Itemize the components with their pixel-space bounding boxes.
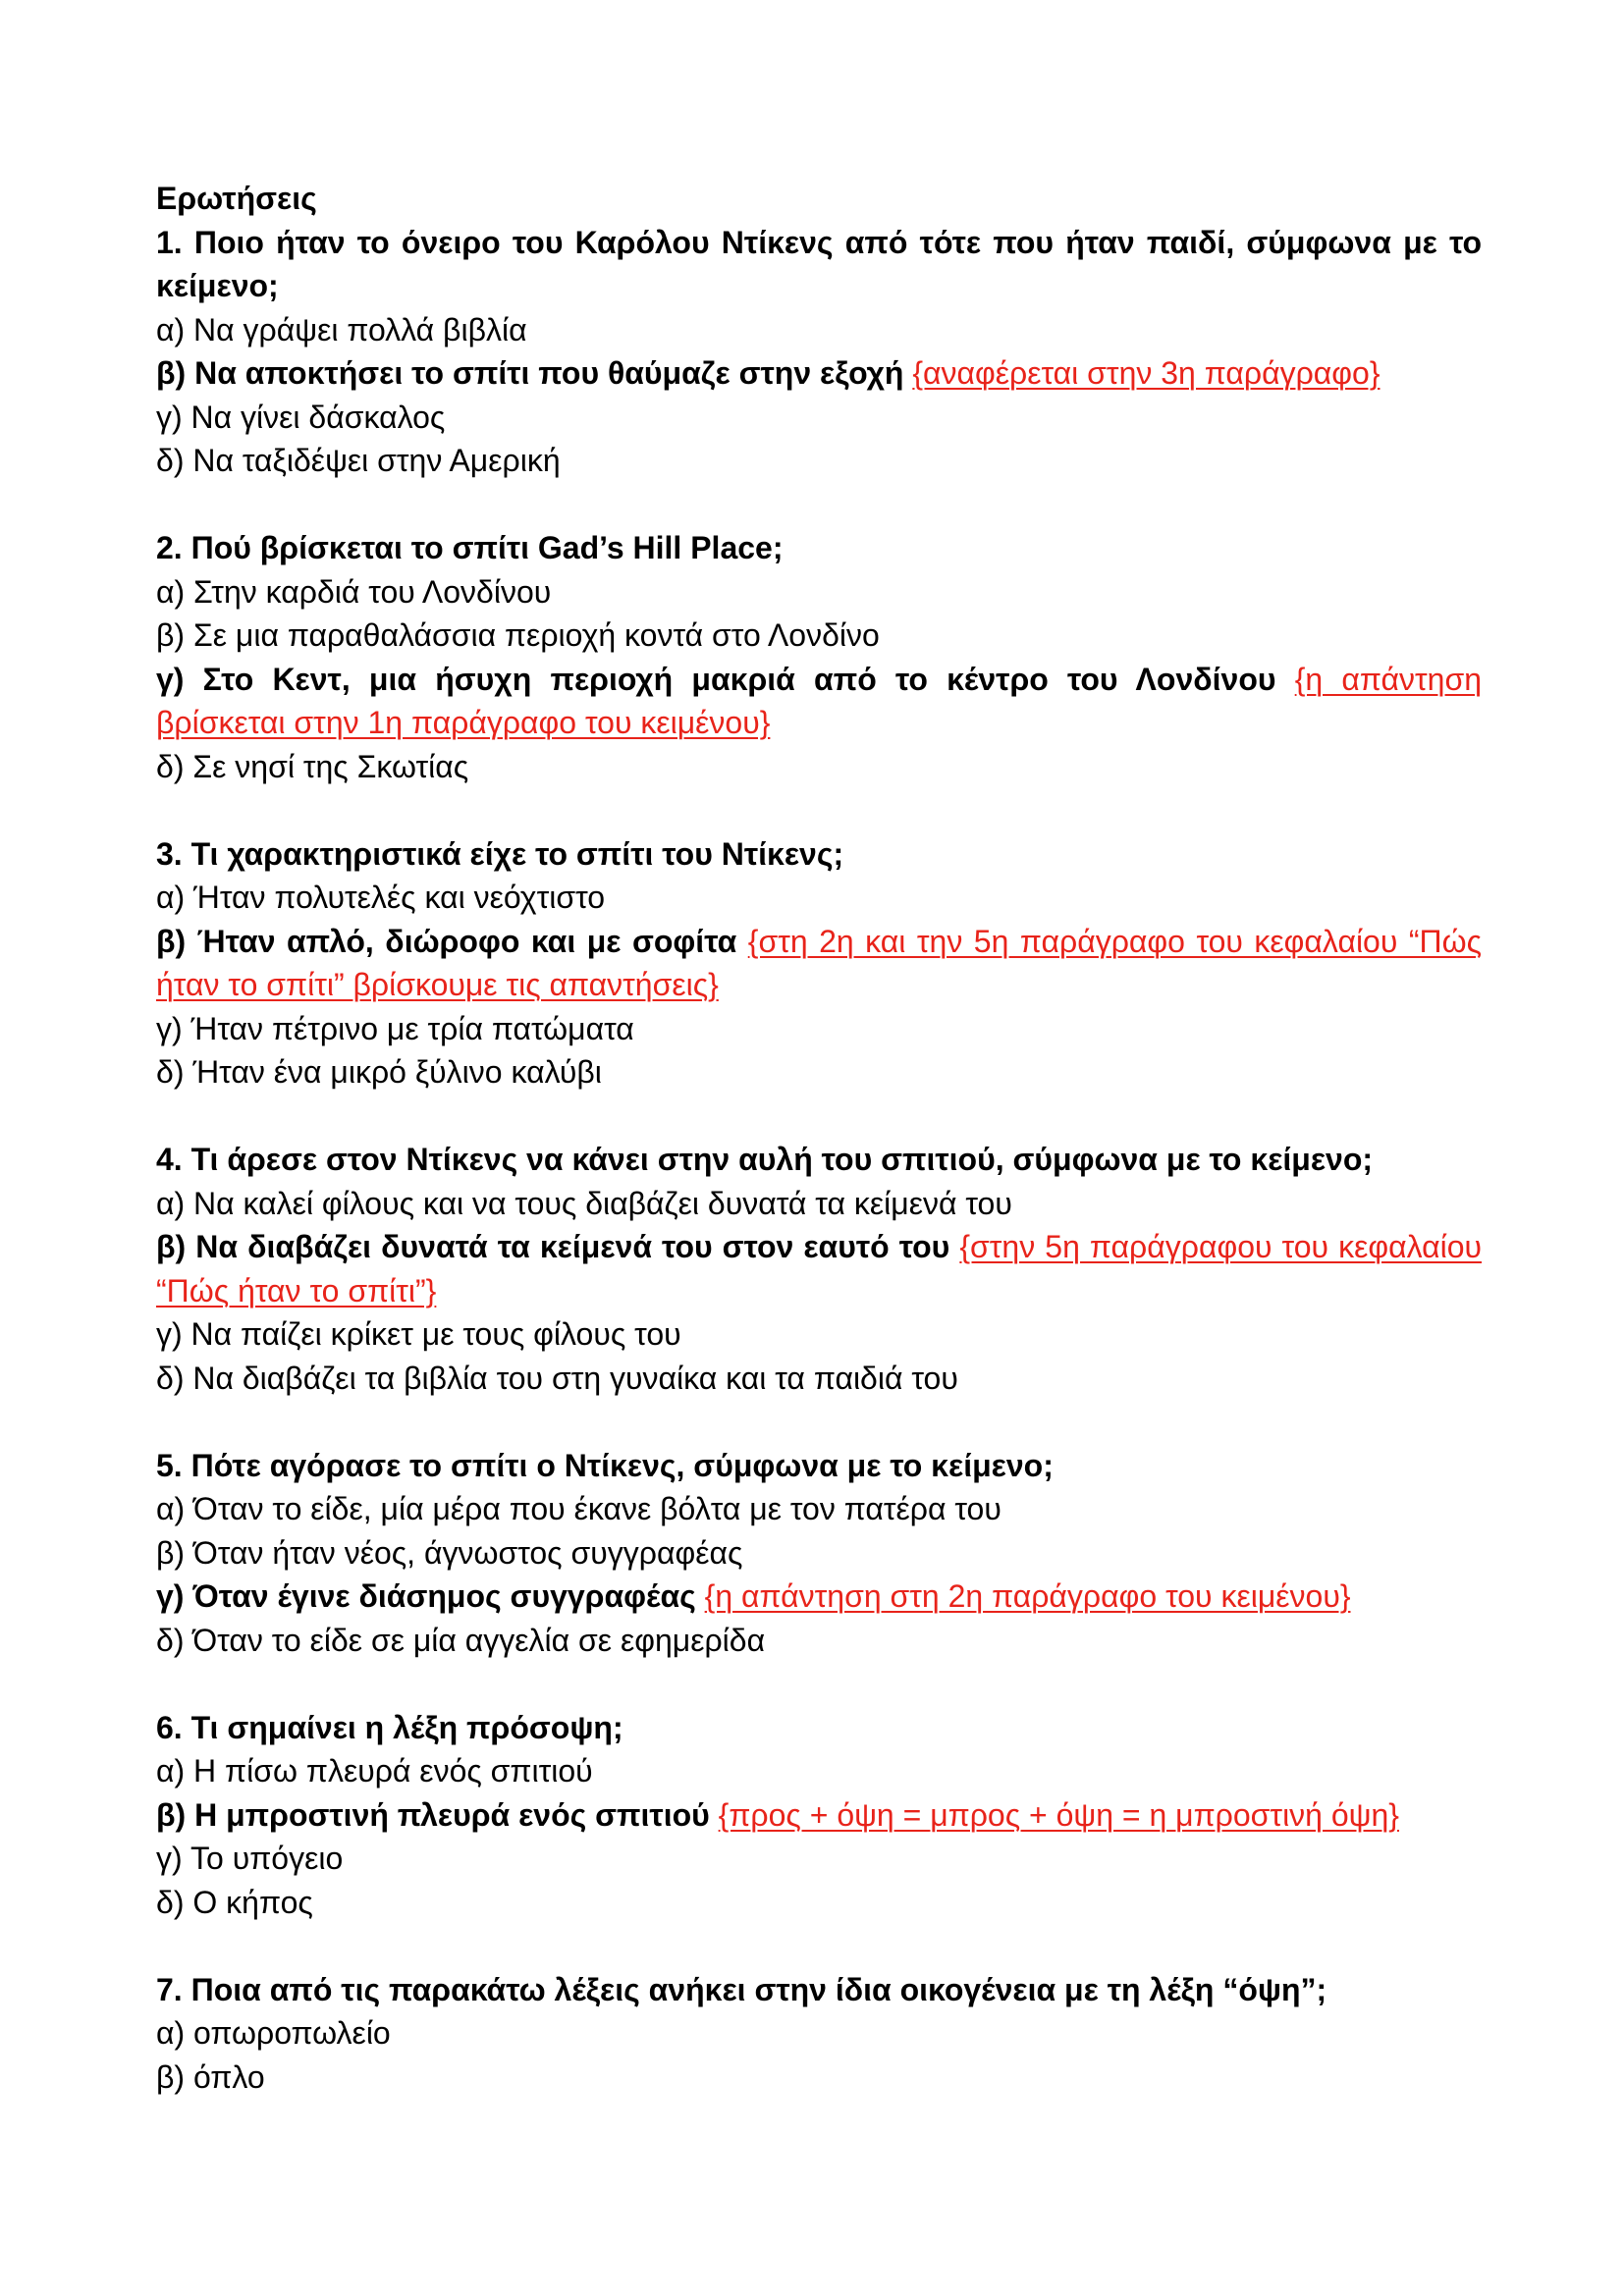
question-text: 5. Πότε αγόρασε το σπίτι ο Ντίκενς, σύμφωνα με το κείμενο; — [156, 1447, 1054, 1483]
option-text: γ) Όταν έγινε διάσημος συγγραφέας — [156, 1578, 696, 1614]
answer-option — [156, 396, 1482, 440]
answer-option — [156, 1531, 1482, 1575]
question-text: 6. Τι σημαίνει η λέξη πρόσοψη; — [156, 1709, 623, 1745]
question-text: 7. Ποια από τις παρακάτω λέξεις ανήκει στην ίδια οικογένεια με τη λέξη “όψη”; — [156, 1971, 1327, 2007]
correct-answer-option — [156, 920, 1482, 1007]
question-block — [156, 526, 1482, 788]
answer-option — [156, 2011, 1482, 2056]
option-text: α) Να γράψει πολλά βιβλία — [156, 311, 527, 347]
answer-option — [156, 308, 1482, 352]
question-block — [156, 1968, 1482, 2100]
option-text: α) Στην καρδιά του Λονδίνου — [156, 573, 552, 610]
correct-answer-option — [156, 658, 1482, 745]
option-text: β) όπλο — [156, 2058, 265, 2095]
answer-reference-note: {αναφέρεται στην 3η παράγραφο} — [912, 355, 1380, 391]
answer-option — [156, 745, 1482, 789]
option-text: δ) Ο κήπος — [156, 1884, 313, 1920]
question-text: 3. Τι χαρακτηριστικά είχε το σπίτι του Ντίκενς; — [156, 835, 844, 872]
document-page — [156, 177, 1482, 2143]
option-text: δ) Να διαβάζει τα βιβλία του στη γυναίκα και τα παιδιά του — [156, 1360, 958, 1396]
correct-answer-option — [156, 1225, 1482, 1312]
question-block — [156, 1138, 1482, 1400]
question-text: 2. Πού βρίσκεται το σπίτι Gad’s Hill Place; — [156, 530, 784, 565]
answer-reference-note: {στην 5η παράγραφου του κεφαλαίου “Πώς ήταν το σπίτι”} — [156, 1229, 1483, 1308]
option-text: β) Όταν ήταν νέος, άγνωστος συγγραφέας — [156, 1534, 743, 1571]
option-text: γ) Το υπόγειο — [156, 1841, 344, 1876]
answer-option — [156, 1312, 1482, 1357]
answer-option — [156, 1007, 1482, 1051]
option-text: δ) Ήταν ένα μικρό ξύλινο καλύβι — [156, 1054, 602, 1090]
answer-option — [156, 1749, 1482, 1793]
correct-answer-option — [156, 351, 1482, 396]
option-text: β) Ήταν απλό, διώροφο και με σοφίτα — [156, 923, 737, 959]
option-text: δ) Όταν το είδε σε μία αγγελία σε εφημερίδα — [156, 1622, 766, 1658]
option-text: β) Σε μια παραθαλάσσια περιοχή κοντά στο Λονδίνο — [156, 617, 880, 653]
answer-option — [156, 1837, 1482, 1881]
answer-reference-note: {η απάντηση βρίσκεται στην 1η παράγραφο του κειμένου} — [156, 661, 1483, 740]
option-text: δ) Να ταξιδέψει στην Αμερική — [156, 443, 561, 478]
option-text: γ) Στο Κεντ, μια ήσυχη περιοχή μακριά από το κέντρο του Λονδίνου — [156, 661, 1276, 697]
option-text: α) Ήταν πολυτελές και νεόχτιστο — [156, 880, 606, 915]
answer-option — [156, 439, 1482, 483]
option-text: α) Όταν το είδε, μία μέρα που έκανε βόλτα με τον πατέρα του — [156, 1491, 1001, 1526]
option-text: δ) Σε νησί της Σκωτίας — [156, 748, 469, 784]
option-text: β) Η μπροστινή πλευρά ενός σπιτιού — [156, 1796, 710, 1833]
option-text: α) οπωροπωλείο — [156, 2015, 391, 2051]
section-heading: Ερωτήσεις — [156, 181, 317, 216]
question-block — [156, 1706, 1482, 1925]
option-text: β) Να διαβάζει δυνατά τα κείμενά του στον εαυτό του — [156, 1229, 950, 1264]
answer-reference-note: {η απάντηση στη 2η παράγραφο του κειμένου} — [704, 1578, 1351, 1614]
option-text: β) Να αποκτήσει το σπίτι που θαύμαζε στην εξοχή — [156, 355, 904, 391]
question-block — [156, 832, 1482, 1095]
questions-list — [156, 221, 1482, 2100]
correct-answer-option — [156, 1793, 1482, 1838]
option-text: γ) Να γίνει δάσκαλος — [156, 399, 446, 435]
answer-option — [156, 1357, 1482, 1401]
answer-option — [156, 1050, 1482, 1095]
answer-option — [156, 1487, 1482, 1531]
question-text: 1. Ποιο ήταν το όνειρο του Καρόλου Ντίκενς από τότε που ήταν παιδί, σύμφωνα με το κείμενο; — [156, 224, 1482, 303]
answer-option — [156, 2056, 1482, 2100]
answer-reference-note: {στη 2η και την 5η παράγραφο του κεφαλαίου “Πώς ήταν το σπίτι” βρίσκουμε τις απαντήσεις} — [156, 923, 1483, 1002]
question-block — [156, 221, 1482, 483]
answer-option — [156, 1182, 1482, 1226]
option-text: γ) Να παίζει κρίκετ με τους φίλους του — [156, 1316, 681, 1352]
answer-option — [156, 614, 1482, 658]
answer-option — [156, 876, 1482, 920]
option-text: γ) Ήταν πέτρινο με τρία πατώματα — [156, 1010, 634, 1046]
correct-answer-option — [156, 1575, 1482, 1619]
answer-option — [156, 570, 1482, 614]
option-text: α) Η πίσω πλευρά ενός σπιτιού — [156, 1753, 593, 1789]
question-block — [156, 1444, 1482, 1663]
option-text: α) Να καλεί φίλους και να τους διαβάζει δυνατά τα κείμενά του — [156, 1185, 1012, 1221]
question-text: 4. Τι άρεσε στον Ντίκενς να κάνει στην αυλή του σπιτιού, σύμφωνα με το κείμενο; — [156, 1142, 1374, 1177]
answer-reference-note: {προς + όψη = μπρος + όψη = η μπροστινή όψη} — [718, 1796, 1399, 1833]
answer-option — [156, 1619, 1482, 1663]
answer-option — [156, 1881, 1482, 1925]
